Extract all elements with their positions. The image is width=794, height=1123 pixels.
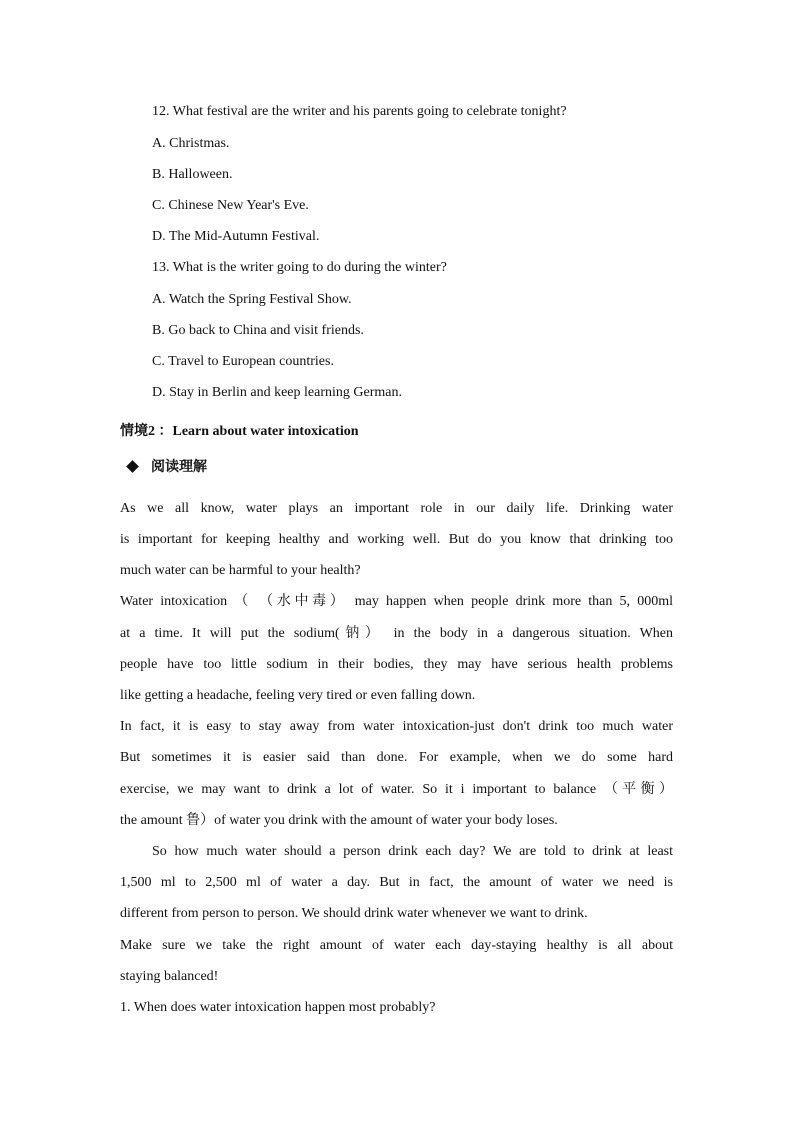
passage-line: In fact, it is easy to stay away from water intoxication-just don't drink too much water <box>120 719 673 734</box>
passage-line: exercise, we may want to drink a lot of water. So it i important to balance （平衡） <box>120 782 673 797</box>
section-label-text: 阅读理解 <box>151 460 207 475</box>
question-13-option-b: B. Go back to China and visit friends. <box>152 323 364 338</box>
passage-line: 1,500 ml to 2,500 ml of water a day. But in fact, the amount of water we need is <box>120 875 673 890</box>
diamond-bullet-icon <box>126 460 139 473</box>
question-13-option-a: A. Watch the Spring Festival Show. <box>152 292 352 307</box>
question-13-option-c: C. Travel to European countries. <box>152 354 334 369</box>
question-12-option-b: B. Halloween. <box>152 167 233 182</box>
question-12-option-d: D. The Mid-Autumn Festival. <box>152 229 320 244</box>
passage-line: So how much water should a person drink each day? We are told to drink at least <box>152 844 673 859</box>
question-13-option-d: D. Stay in Berlin and keep learning German. <box>152 385 402 400</box>
passage-line: much water can be harmful to your health? <box>120 563 361 578</box>
question-12: 12. What festival are the writer and his parents going to celebrate tonight? <box>152 104 567 119</box>
passage-line: the amount 鲁）of water you drink with the amount of water your body loses. <box>120 813 558 828</box>
passage-line: Make sure we take the right amount of water each day-staying healthy is all about <box>120 938 673 953</box>
passage-line: people have too little sodium in their bodies, they may have serious health problems <box>120 657 673 672</box>
passage-line: As we all know, water plays an important role in our daily life. Drinking water <box>120 501 673 516</box>
passage-line: different from person to person. We should drink water whenever we want to drink. <box>120 906 588 921</box>
passage-line: staying balanced! <box>120 969 219 984</box>
passage-line: is important for keeping healthy and working well. But do you know that drinking too <box>120 532 673 547</box>
passage-line: like getting a headache, feeling very tired or even falling down. <box>120 688 476 703</box>
question-12-option-c: C. Chinese New Year's Eve. <box>152 198 309 213</box>
passage-line: But sometimes it is easier said than done. For example, when we do some hard <box>120 750 673 765</box>
question-13: 13. What is the writer going to do during the winter? <box>152 260 447 275</box>
section-label <box>126 456 207 476</box>
question-1: 1. When does water intoxication happen most probably? <box>120 1000 436 1015</box>
passage-line: Water intoxication （ （水中毒） may happen when people drink more than 5, 000ml <box>120 594 673 609</box>
question-12-option-a: A. Christmas. <box>152 136 230 151</box>
situation-heading: 情境2 ：Learn about water intoxication <box>120 424 359 439</box>
passage-line: at a time. It will put the sodium(钠） in the body in a dangerous situation. When <box>120 626 673 641</box>
